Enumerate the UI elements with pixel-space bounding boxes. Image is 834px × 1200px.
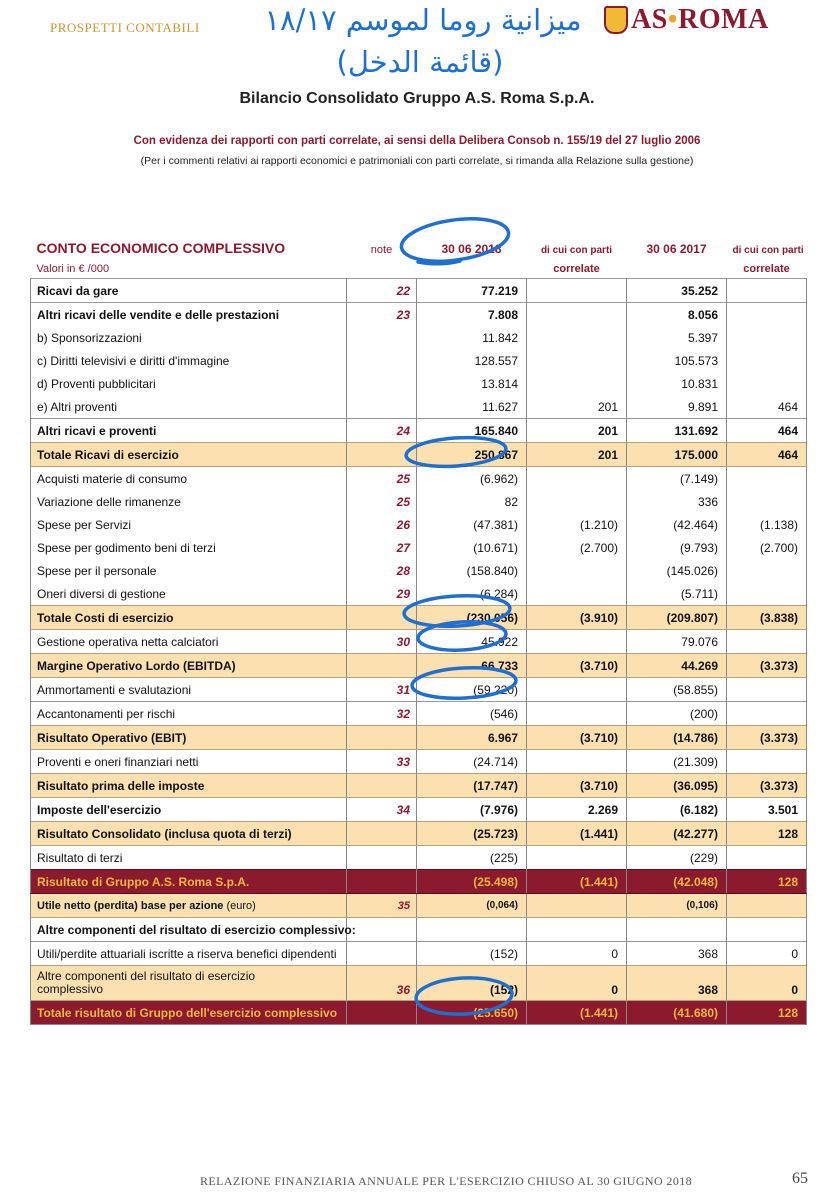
- row-value-2017: (42.048): [627, 870, 727, 894]
- row-related-2017: 464: [727, 419, 807, 443]
- row-value-2018: (6.962): [417, 467, 527, 491]
- row-note: 34: [347, 798, 417, 822]
- row-related-2018: (3.710): [527, 726, 627, 750]
- row-label: Totale Costi di esercizio: [31, 606, 347, 630]
- table-row: [31, 702, 807, 726]
- table-row: [31, 678, 807, 702]
- row-related-2018: 0: [527, 942, 627, 966]
- row-value-2018: 82: [417, 490, 527, 513]
- row-value-2017: (6.182): [627, 798, 727, 822]
- row-label: Ammortamenti e svalutazioni: [31, 678, 347, 702]
- row-label: Utili/perdite attuariali iscritte a riserva benefici dipendenti: [31, 942, 347, 966]
- table-row: [31, 750, 807, 774]
- row-related-2018: [527, 279, 627, 303]
- table-row: [31, 966, 807, 1001]
- row-value-2018: (25.650): [417, 1001, 527, 1025]
- row-note: 28: [347, 559, 417, 582]
- row-related-2017: [727, 582, 807, 606]
- row-note: 35: [347, 894, 417, 918]
- row-label: Margine Operativo Lordo (EBITDA): [31, 654, 347, 678]
- row-related-2018: [527, 349, 627, 372]
- row-related-2017: 464: [727, 395, 807, 419]
- row-value-2017: [627, 918, 727, 942]
- row-label: Variazione delle rimanenze: [31, 490, 347, 513]
- arabic-annotation-title: ميزانية روما لموسم ١٨/١٧: [264, 3, 582, 37]
- table-row: [31, 774, 807, 798]
- row-value-2017: (0,106): [627, 894, 727, 918]
- row-label: c) Diritti televisivi e diritti d'immagine: [31, 349, 347, 372]
- row-value-2018: (25.723): [417, 822, 527, 846]
- row-value-2018: (152): [417, 966, 527, 1001]
- row-related-2018: 0: [527, 966, 627, 1001]
- row-label: Altre componenti del risultato di esercizio complessivo:: [31, 918, 347, 942]
- row-note: 27: [347, 536, 417, 559]
- row-related-2018: (1.441): [527, 870, 627, 894]
- row-related-2017: 128: [727, 870, 807, 894]
- table-header-row: [31, 226, 807, 260]
- table-row: [31, 395, 807, 419]
- row-note: 30: [347, 630, 417, 654]
- row-note: [347, 395, 417, 419]
- row-value-2018: (17.747): [417, 774, 527, 798]
- row-label: Totale Ricavi di esercizio: [31, 443, 347, 467]
- row-related-2018: [527, 467, 627, 491]
- row-value-2018: (546): [417, 702, 527, 726]
- row-label: e) Altri proventi: [31, 395, 347, 419]
- row-value-2017: 5.397: [627, 326, 727, 349]
- row-value-2018: (10.671): [417, 536, 527, 559]
- section-label: PROSPETTI CONTABILI: [50, 20, 200, 35]
- page-subnote: (Per i commenti relativi ai rapporti economici e patrimoniali con parti correlate, si rimanda alla Relazione sulla gestione): [140, 155, 694, 167]
- row-note: 31: [347, 678, 417, 702]
- row-value-2017: (7.149): [627, 467, 727, 491]
- row-note: [347, 870, 417, 894]
- row-label: Imposte dell'esercizio: [31, 798, 347, 822]
- row-label: Oneri diversi di gestione: [31, 582, 347, 606]
- row-value-2018: 128.557: [417, 349, 527, 372]
- row-label: Spese per il personale: [31, 559, 347, 582]
- row-value-2018: (6.284): [417, 582, 527, 606]
- row-value-2018: 13.814: [417, 372, 527, 395]
- row-note: 25: [347, 490, 417, 513]
- row-related-2018: (3.710): [527, 654, 627, 678]
- row-note: [347, 918, 417, 942]
- row-value-2017: 336: [627, 490, 727, 513]
- row-related-2017: [727, 490, 807, 513]
- row-label: Gestione operativa netta calciatori: [31, 630, 347, 654]
- row-related-2018: [527, 559, 627, 582]
- table-row: [31, 513, 807, 536]
- row-label: Proventi e oneri finanziari netti: [31, 750, 347, 774]
- row-related-2017: [727, 630, 807, 654]
- table-row: [31, 846, 807, 870]
- row-related-2018: 2.269: [527, 798, 627, 822]
- row-related-2017: [727, 750, 807, 774]
- row-note: 23: [347, 303, 417, 327]
- column-subheader-related-2018: correlate: [553, 263, 600, 275]
- row-label: Altre componenti del risultato di esercizio complessivo: [31, 966, 347, 1001]
- row-label: Utile netto (perdita) base per azione (euro): [31, 894, 347, 918]
- row-value-2017: 175.000: [627, 443, 727, 467]
- row-value-2017: (14.786): [627, 726, 727, 750]
- row-related-2018: (1.210): [527, 513, 627, 536]
- row-value-2018: 45.922: [417, 630, 527, 654]
- row-related-2018: [527, 918, 627, 942]
- row-related-2017: [727, 467, 807, 491]
- row-value-2018: (24.714): [417, 750, 527, 774]
- row-value-2017: 79.076: [627, 630, 727, 654]
- row-related-2017: [727, 326, 807, 349]
- row-related-2017: (3.838): [727, 606, 807, 630]
- row-related-2017: [727, 846, 807, 870]
- row-label: Spese per Servizi: [31, 513, 347, 536]
- row-label: d) Proventi pubblicitari: [31, 372, 347, 395]
- row-note: 36: [347, 966, 417, 1001]
- row-value-2017: (229): [627, 846, 727, 870]
- row-value-2017: 9.891: [627, 395, 727, 419]
- row-value-2017: (209.807): [627, 606, 727, 630]
- row-value-2017: 35.252: [627, 279, 727, 303]
- row-value-2018: (0,064): [417, 894, 527, 918]
- row-note: [347, 349, 417, 372]
- table-row: [31, 630, 807, 654]
- row-related-2017: (3.373): [727, 774, 807, 798]
- logo-wordmark: AS•ROMA: [631, 4, 769, 35]
- row-value-2017: (41.680): [627, 1001, 727, 1025]
- row-value-2018: 11.842: [417, 326, 527, 349]
- table-row: [31, 942, 807, 966]
- row-related-2018: [527, 678, 627, 702]
- row-related-2017: 0: [727, 942, 807, 966]
- row-related-2017: 3.501: [727, 798, 807, 822]
- row-related-2018: [527, 303, 627, 327]
- table-row: [31, 726, 807, 750]
- row-related-2017: [727, 279, 807, 303]
- row-related-2017: [727, 303, 807, 327]
- row-value-2017: 368: [627, 942, 727, 966]
- row-value-2017: (42.464): [627, 513, 727, 536]
- row-related-2018: (2.700): [527, 536, 627, 559]
- table-row: [31, 303, 807, 327]
- row-value-2017: (9.793): [627, 536, 727, 559]
- row-value-2018: (25.498): [417, 870, 527, 894]
- column-subheader-related-2017: correlate: [743, 263, 790, 275]
- row-label: Risultato Consolidato (inclusa quota di terzi): [31, 822, 347, 846]
- row-related-2017: 128: [727, 822, 807, 846]
- row-related-2018: (1.441): [527, 1001, 627, 1025]
- row-value-2018: 77.219: [417, 279, 527, 303]
- row-note: 26: [347, 513, 417, 536]
- row-value-2017: (5.711): [627, 582, 727, 606]
- page-subtitle: Con evidenza dei rapporti con parti correlate, ai sensi della Delibera Consob n. 155/19 del 27 luglio 2006: [133, 135, 701, 147]
- arabic-annotation-subtitle: (قائمة الدخل): [336, 45, 504, 79]
- row-note: 22: [347, 279, 417, 303]
- row-value-2018: 6.967: [417, 726, 527, 750]
- table-row: [31, 559, 807, 582]
- row-related-2017: (2.700): [727, 536, 807, 559]
- row-related-2018: [527, 326, 627, 349]
- row-value-2018: (59.220): [417, 678, 527, 702]
- row-related-2018: 201: [527, 395, 627, 419]
- row-note: [347, 606, 417, 630]
- row-related-2018: [527, 490, 627, 513]
- row-value-2018: (47.381): [417, 513, 527, 536]
- row-value-2018: 250.867: [417, 443, 527, 467]
- row-label: Totale risultato di Gruppo dell'esercizio complessivo: [31, 1001, 347, 1025]
- table-title: CONTO ECONOMICO COMPLESSIVO: [36, 240, 286, 256]
- row-value-2018: [417, 918, 527, 942]
- row-value-2017: (21.309): [627, 750, 727, 774]
- table-row: [31, 822, 807, 846]
- row-related-2017: [727, 918, 807, 942]
- column-header-2017: 30 06 2017: [646, 242, 707, 256]
- row-value-2018: (230.056): [417, 606, 527, 630]
- row-related-2017: 464: [727, 443, 807, 467]
- row-label: Risultato Operativo (EBIT): [31, 726, 347, 750]
- row-related-2017: [727, 559, 807, 582]
- row-related-2017: (3.373): [727, 726, 807, 750]
- row-note: 32: [347, 702, 417, 726]
- row-value-2018: 66.733: [417, 654, 527, 678]
- row-note: [347, 942, 417, 966]
- as-roma-logo: [604, 4, 788, 38]
- row-value-2018: 165.840: [417, 419, 527, 443]
- table-subheader-row: [31, 260, 807, 279]
- row-value-2017: (58.855): [627, 678, 727, 702]
- table-row: [31, 419, 807, 443]
- page-number: 65: [792, 1170, 808, 1187]
- row-value-2018: (7.976): [417, 798, 527, 822]
- column-header-related-2018: di cui con parti: [540, 245, 613, 256]
- row-related-2018: [527, 846, 627, 870]
- row-value-2017: 131.692: [627, 419, 727, 443]
- row-related-2018: (3.910): [527, 606, 627, 630]
- row-label: Altri ricavi delle vendite e delle prestazioni: [31, 303, 347, 327]
- table-row: [31, 443, 807, 467]
- page-title: Bilancio Consolidato Gruppo A.S. Roma S.p.A.: [239, 90, 595, 107]
- row-value-2017: (42.277): [627, 822, 727, 846]
- row-related-2018: [527, 702, 627, 726]
- table-row: [31, 582, 807, 606]
- row-label: Risultato prima delle imposte: [31, 774, 347, 798]
- row-label: Acquisti materie di consumo: [31, 467, 347, 491]
- column-header-note: note: [370, 244, 393, 256]
- row-value-2017: 105.573: [627, 349, 727, 372]
- table-row: [31, 372, 807, 395]
- table-row: [31, 606, 807, 630]
- row-related-2017: [727, 678, 807, 702]
- row-value-2018: (225): [417, 846, 527, 870]
- row-value-2017: 10.831: [627, 372, 727, 395]
- row-related-2018: [527, 372, 627, 395]
- income-statement-table: [30, 226, 807, 1025]
- row-related-2018: [527, 582, 627, 606]
- row-related-2017: (1.138): [727, 513, 807, 536]
- row-label: Ricavi da gare: [31, 279, 347, 303]
- row-related-2018: [527, 750, 627, 774]
- table-row: [31, 349, 807, 372]
- row-note: 33: [347, 750, 417, 774]
- column-header-2018: 30 06 2018: [441, 242, 502, 256]
- row-related-2017: [727, 894, 807, 918]
- row-value-2018: 7.808: [417, 303, 527, 327]
- table-row: [31, 894, 807, 918]
- table-row: [31, 536, 807, 559]
- table-row: [31, 490, 807, 513]
- row-value-2017: 368: [627, 966, 727, 1001]
- row-related-2018: 201: [527, 443, 627, 467]
- table-row: [31, 279, 807, 303]
- row-note: 24: [347, 419, 417, 443]
- row-value-2017: (200): [627, 702, 727, 726]
- row-note: [347, 443, 417, 467]
- row-related-2017: [727, 372, 807, 395]
- row-note: [347, 726, 417, 750]
- row-note: [347, 372, 417, 395]
- row-related-2018: (3.710): [527, 774, 627, 798]
- row-related-2018: 201: [527, 419, 627, 443]
- row-related-2017: [727, 349, 807, 372]
- row-label: Spese per godimento beni di terzi: [31, 536, 347, 559]
- table-row: [31, 870, 807, 894]
- row-label: Risultato di terzi: [31, 846, 347, 870]
- table-row: [31, 1001, 807, 1025]
- row-related-2017: 0: [727, 966, 807, 1001]
- row-value-2017: (145.026): [627, 559, 727, 582]
- table-row: [31, 326, 807, 349]
- row-value-2017: 44.269: [627, 654, 727, 678]
- row-related-2017: (3.373): [727, 654, 807, 678]
- row-note: [347, 654, 417, 678]
- table-row: [31, 798, 807, 822]
- row-note: [347, 774, 417, 798]
- row-related-2018: [527, 894, 627, 918]
- row-note: 25: [347, 467, 417, 491]
- table-row: [31, 918, 807, 942]
- column-header-related-2017: di cui con parti: [732, 245, 804, 256]
- row-value-2017: 8.056: [627, 303, 727, 327]
- row-label: Altri ricavi e proventi: [31, 419, 347, 443]
- row-value-2017: (36.095): [627, 774, 727, 798]
- row-value-2018: (158.840): [417, 559, 527, 582]
- row-related-2017: [727, 702, 807, 726]
- row-label: b) Sponsorizzazioni: [31, 326, 347, 349]
- row-note: 29: [347, 582, 417, 606]
- row-related-2017: 128: [727, 1001, 807, 1025]
- row-value-2018: 11.627: [417, 395, 527, 419]
- row-note: [347, 846, 417, 870]
- table-units: Valori in € /000: [36, 263, 110, 275]
- row-related-2018: (1.441): [527, 822, 627, 846]
- page-footer: RELAZIONE FINANZIARIA ANNUALE PER L'ESERCIZIO CHIUSO AL 30 GIUGNO 2018: [200, 1174, 693, 1188]
- row-note: [347, 1001, 417, 1025]
- row-value-2018: (152): [417, 942, 527, 966]
- row-related-2018: [527, 630, 627, 654]
- row-note: [347, 326, 417, 349]
- row-label: Accantonamenti per rischi: [31, 702, 347, 726]
- row-note: [347, 822, 417, 846]
- table-row: [31, 654, 807, 678]
- table-row: [31, 467, 807, 491]
- row-label: Risultato di Gruppo A.S. Roma S.p.A.: [31, 870, 347, 894]
- roma-crest-icon: [604, 6, 628, 34]
